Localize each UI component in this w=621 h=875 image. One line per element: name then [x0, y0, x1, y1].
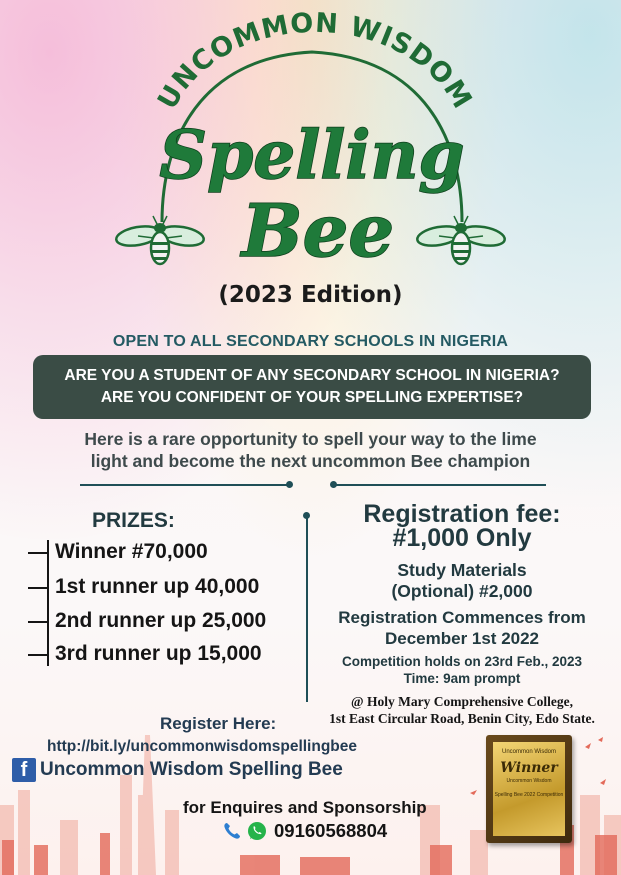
prize-first-runner-up: 1st runner up 40,000	[55, 575, 260, 598]
prize-third-runner-up: 3rd runner up 15,000	[55, 642, 262, 665]
prize-second-runner-up: 2nd runner up 25,000	[55, 609, 267, 632]
registration-commences-line-2: December 1st 2022	[384, 629, 540, 648]
phone-number: 09160568804	[274, 820, 388, 841]
edition-label: (2023 Edition)	[218, 282, 403, 308]
prizes-bracket	[47, 540, 49, 666]
plaque-title: Winner	[500, 760, 558, 776]
winner-plaque	[486, 735, 572, 843]
eligibility-text: OPEN TO ALL SECONDARY SCHOOLS IN NIGERIA	[112, 333, 509, 350]
title-spelling: Spelling	[159, 116, 465, 194]
title-bee: Bee	[241, 188, 395, 273]
facebook-row[interactable]	[12, 758, 343, 782]
banner-line-2: ARE YOU CONFIDENT OF YOUR SPELLING EXPERTISE?	[100, 389, 524, 406]
study-materials-line-2: (Optional) #2,000	[391, 581, 533, 601]
arc-title-path: UNCOMMON WISDOM	[151, 7, 479, 115]
facebook-icon: f	[12, 758, 36, 782]
prize-tick-1	[28, 552, 48, 554]
study-materials-line-1: Study Materials	[397, 560, 527, 580]
prize-tick-4	[28, 654, 48, 656]
prize-tick-3	[28, 621, 48, 623]
facebook-page-name: Uncommon Wisdom Spelling Bee	[40, 759, 343, 780]
prize-winner: Winner #70,000	[55, 540, 208, 563]
arc-title	[152, 8, 478, 115]
intro-line-1: Here is a rare opportunity to spell your way to the lime	[84, 429, 537, 449]
competition-date: Competition holds on 23rd Feb., 2023	[341, 654, 583, 669]
register-heading: Register Here:	[160, 714, 277, 733]
whatsapp-icon	[246, 820, 268, 842]
registration-fee-value: #1,000 Only	[392, 524, 532, 552]
register-link[interactable]: http://bit.ly/uncommonwisdomspellingbee	[47, 738, 358, 755]
venue-line-2: 1st East Circular Road, Benin City, Edo State.	[329, 711, 595, 726]
competition-time: Time: 9am prompt	[403, 671, 521, 686]
intro-text	[30, 428, 591, 472]
prize-tick-2	[28, 587, 48, 589]
header-graphic	[0, 0, 621, 290]
phone-contact[interactable]	[222, 820, 387, 842]
phone-icon	[222, 821, 242, 841]
prizes-heading: PRIZES:	[92, 509, 175, 532]
plaque-top-text: Uncommon Wisdom	[501, 749, 556, 755]
plaque-face	[493, 742, 565, 836]
intro-line-2: light and become the next uncommon Bee champion	[90, 451, 531, 471]
plaque-sub-text: Uncommon Wisdom	[506, 778, 552, 784]
venue-line-1: @ Holy Mary Comprehensive College,	[351, 694, 573, 709]
divider-left	[80, 484, 292, 486]
plaque-bottom-text: Spelling Bee 2022 Competition	[494, 792, 564, 798]
column-divider	[306, 518, 308, 702]
bee-icon-right	[416, 216, 506, 264]
divider-right	[336, 484, 546, 486]
banner-line-1: ARE YOU A STUDENT OF ANY SECONDARY SCHOOL IN NIGERIA?	[64, 367, 560, 384]
registration-commences-line-1: Registration Commences from	[338, 608, 586, 627]
divider-dot-left	[286, 481, 293, 488]
enquiry-text: for Enquires and Sponsorship	[183, 798, 427, 817]
registration-fee-label: Registration fee:	[363, 500, 561, 528]
question-banner	[33, 355, 591, 419]
bee-icon-left	[115, 216, 205, 264]
